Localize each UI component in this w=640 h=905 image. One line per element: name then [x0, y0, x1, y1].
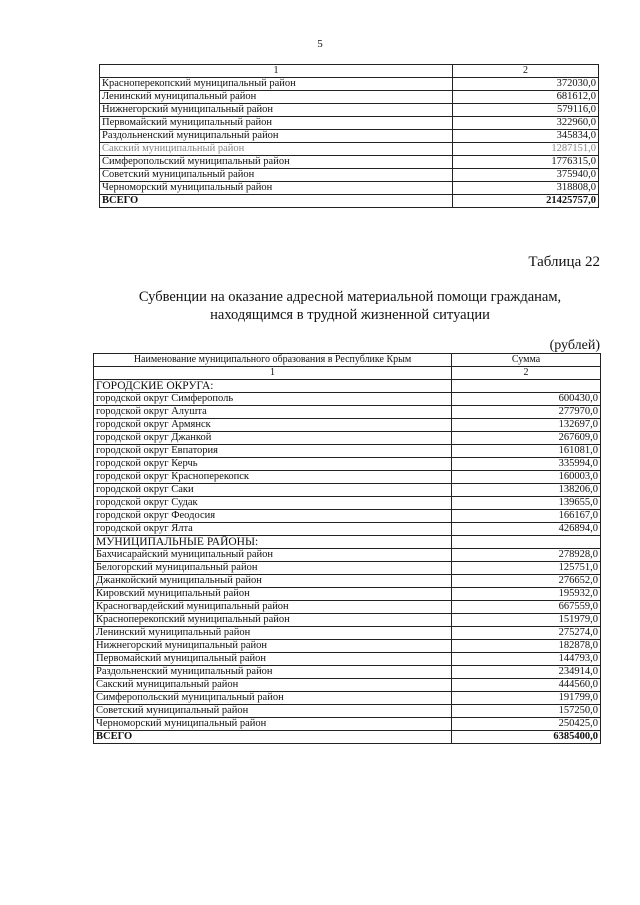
row-name: Советский муниципальный район	[100, 169, 453, 182]
title-line: Субвенции на оказание адресной материальной помощи гражданам,	[138, 289, 562, 305]
row-value: 426894,0	[452, 523, 601, 536]
row-name: городской округ Ялта	[94, 523, 452, 536]
row-name: городской округ Судак	[94, 497, 452, 510]
table-row	[100, 143, 599, 156]
row-value: 318808,0	[453, 182, 599, 195]
table-row	[94, 510, 601, 523]
row-value: 322960,0	[453, 117, 599, 130]
row-value: 144793,0	[452, 653, 601, 666]
header-row	[94, 354, 601, 367]
row-value: 21425757,0	[453, 195, 599, 208]
row-name: Джанкойский муниципальный район	[94, 575, 452, 588]
row-name: Советский муниципальный район	[94, 705, 452, 718]
table-row	[100, 91, 599, 104]
table-row	[94, 666, 601, 679]
row-name: Симферопольский муниципальный район	[100, 156, 453, 169]
row-name: Бахчисарайский муниципальный район	[94, 549, 452, 562]
row-name: городской округ Саки	[94, 484, 452, 497]
row-name: Черноморский муниципальный район	[94, 718, 452, 731]
row-name: городской округ Евпатория	[94, 445, 452, 458]
row-value: 250425,0	[452, 718, 601, 731]
table-row	[94, 653, 601, 666]
row-value: 1287151,0	[453, 143, 599, 156]
row-value: 138206,0	[452, 484, 601, 497]
table-row	[100, 156, 599, 169]
table-row	[94, 601, 601, 614]
table-row	[94, 497, 601, 510]
table-row	[94, 393, 601, 406]
row-name: Раздольненский муниципальный район	[94, 666, 452, 679]
table-title	[0, 288, 640, 324]
row-value: 161081,0	[452, 445, 601, 458]
table-row	[94, 432, 601, 445]
row-name: городской округ Симферополь	[94, 393, 452, 406]
row-name: Белогорский муниципальный район	[94, 562, 452, 575]
column-number-row	[94, 367, 601, 380]
row-name: Ленинский муниципальный район	[94, 627, 452, 640]
column-number-row	[100, 65, 599, 78]
table-row	[94, 640, 601, 653]
row-name: ВСЕГО	[94, 731, 452, 744]
row-name: городской округ Армянск	[94, 419, 452, 432]
row-name: Красногвардейский муниципальный район	[94, 601, 452, 614]
row-name: Симферопольский муниципальный район	[94, 692, 452, 705]
section-label: МУНИЦИПАЛЬНЫЕ РАЙОНЫ:	[94, 536, 452, 549]
row-value: 160003,0	[452, 471, 601, 484]
section-label: ГОРОДСКИЕ ОКРУГА:	[94, 380, 452, 393]
title-line: находящимся в трудной жизненной ситуации	[210, 307, 490, 323]
row-value: 276652,0	[452, 575, 601, 588]
row-value: 579116,0	[453, 104, 599, 117]
row-name: Нижнегорский муниципальный район	[94, 640, 452, 653]
row-name: Красноперекопский муниципальный район	[94, 614, 452, 627]
row-name: Первомайский муниципальный район	[100, 117, 453, 130]
row-value: 444560,0	[452, 679, 601, 692]
section-header-row	[94, 536, 601, 549]
table-row	[94, 471, 601, 484]
column-number: 2	[453, 65, 599, 78]
row-name: городской округ Джанкой	[94, 432, 452, 445]
table-row	[94, 562, 601, 575]
row-name: городской округ Алушта	[94, 406, 452, 419]
table-row	[94, 627, 601, 640]
row-value: 375940,0	[453, 169, 599, 182]
table-row	[94, 614, 601, 627]
row-name: городской округ Красноперекопск	[94, 471, 452, 484]
row-name: Красноперекопский муниципальный район	[100, 78, 453, 91]
row-value: 1776315,0	[453, 156, 599, 169]
row-value: 234914,0	[452, 666, 601, 679]
table-row	[94, 718, 601, 731]
table-row	[100, 182, 599, 195]
row-value: 335994,0	[452, 458, 601, 471]
row-value: 195932,0	[452, 588, 601, 601]
table-row	[94, 575, 601, 588]
row-value: 372030,0	[453, 78, 599, 91]
table-row	[94, 419, 601, 432]
section-header-row	[94, 380, 601, 393]
table-label: Таблица 22	[528, 254, 600, 270]
table-22	[93, 353, 601, 744]
row-value: 182878,0	[452, 640, 601, 653]
page-number: 5	[317, 38, 323, 50]
row-value: 278928,0	[452, 549, 601, 562]
row-value: 600430,0	[452, 393, 601, 406]
row-name: ВСЕГО	[100, 195, 453, 208]
table-row	[100, 117, 599, 130]
row-name: Нижнегорский муниципальный район	[100, 104, 453, 117]
column-number: 1	[100, 65, 453, 78]
row-value: 6385400,0	[452, 731, 601, 744]
table-row	[94, 588, 601, 601]
table-row	[94, 679, 601, 692]
empty-cell	[452, 536, 601, 549]
row-value: 191799,0	[452, 692, 601, 705]
column-number: 2	[452, 367, 601, 380]
row-name: Раздольненский муниципальный район	[100, 130, 453, 143]
empty-cell	[452, 380, 601, 393]
row-name: городской округ Феодосия	[94, 510, 452, 523]
row-value: 157250,0	[452, 705, 601, 718]
header-sum: Сумма	[452, 354, 601, 367]
row-value: 267609,0	[452, 432, 601, 445]
table-row	[94, 523, 601, 536]
table-row	[94, 692, 601, 705]
row-value: 277970,0	[452, 406, 601, 419]
unit-label: (рублей)	[549, 338, 600, 353]
row-value: 166167,0	[452, 510, 601, 523]
row-name: Сакский муниципальный район	[100, 143, 453, 156]
row-name: Первомайский муниципальный район	[94, 653, 452, 666]
table-row	[94, 458, 601, 471]
table-row	[94, 445, 601, 458]
total-row	[94, 731, 601, 744]
row-name: городской округ Керчь	[94, 458, 452, 471]
row-value: 139655,0	[452, 497, 601, 510]
table-row	[94, 549, 601, 562]
table-row	[100, 130, 599, 143]
row-value: 151979,0	[452, 614, 601, 627]
table-row	[100, 169, 599, 182]
row-value: 125751,0	[452, 562, 601, 575]
table-row	[100, 104, 599, 117]
table-row	[100, 78, 599, 91]
row-name: Кировский муниципальный район	[94, 588, 452, 601]
row-value: 345834,0	[453, 130, 599, 143]
row-value: 275274,0	[452, 627, 601, 640]
row-name: Ленинский муниципальный район	[100, 91, 453, 104]
total-row	[100, 195, 599, 208]
table-row	[94, 484, 601, 497]
table-row	[94, 705, 601, 718]
row-name: Сакский муниципальный район	[94, 679, 452, 692]
header-name: Наименование муниципального образования в Республике Крым	[94, 354, 452, 367]
table-row	[94, 406, 601, 419]
row-name: Черноморский муниципальный район	[100, 182, 453, 195]
row-value: 667559,0	[452, 601, 601, 614]
continued-table	[99, 64, 599, 208]
row-value: 681612,0	[453, 91, 599, 104]
column-number: 1	[94, 367, 452, 380]
row-value: 132697,0	[452, 419, 601, 432]
